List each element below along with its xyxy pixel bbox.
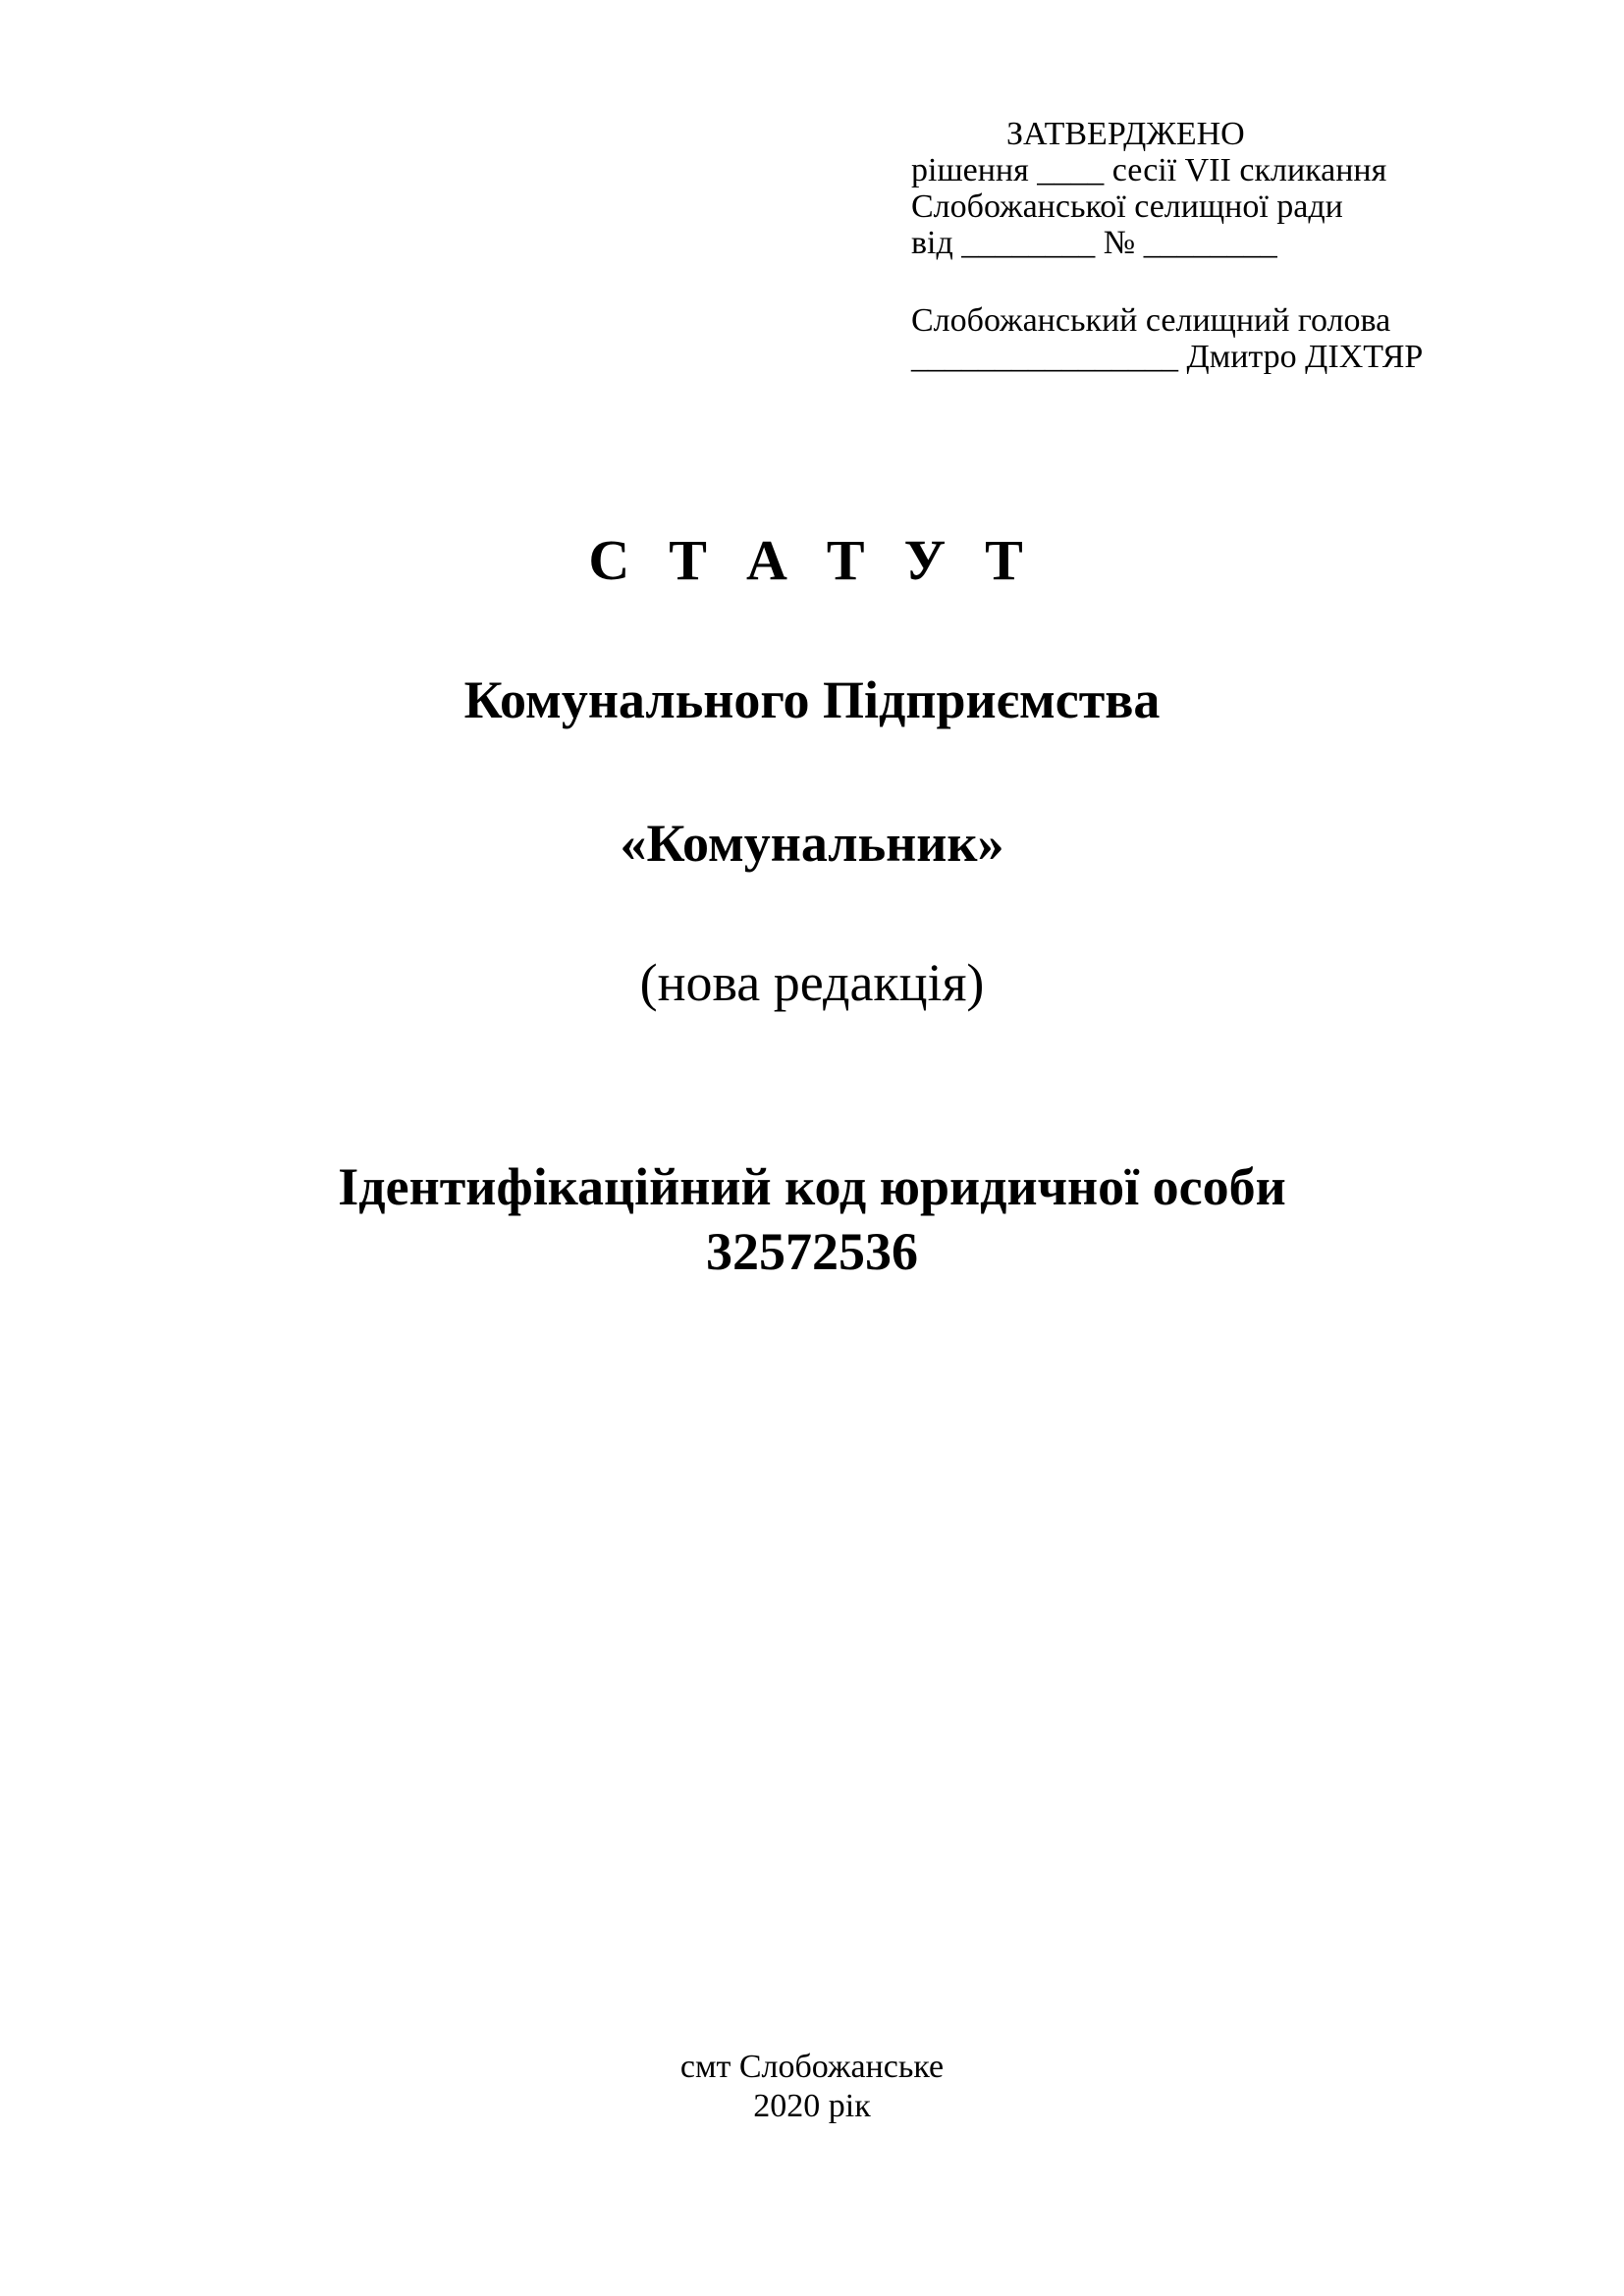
approval-block (911, 116, 1540, 375)
company-name: «Комунальник» (620, 814, 1004, 873)
approval-decision-line: рішення ____ сесії VII скликання (911, 152, 1387, 188)
approval-title: ЗАТВЕРДЖЕНО (1006, 116, 1245, 152)
identification-label: Ідентифікаційний код юридичної особи (338, 1157, 1286, 1216)
footer (0, 2048, 1624, 2126)
approval-date-number-line: від ________ № ________ (911, 225, 1277, 261)
approval-spacer (911, 261, 1540, 302)
document-subtitle: Комунального Підприємства (463, 670, 1161, 729)
document-title: С Т А Т У Т (588, 528, 1036, 592)
footer-place: смт Слобожанське (679, 2049, 945, 2085)
head-signature-line: ________________ Дмитро ДІХТЯР (911, 339, 1424, 375)
identification-block (0, 1154, 1624, 1284)
head-position: Слобожанський селищний голова (911, 302, 1391, 339)
approval-council-line: Слобожанської селищної ради (911, 188, 1343, 225)
footer-year: 2020 рік (753, 2088, 871, 2124)
identification-code: 32572536 (706, 1222, 918, 1281)
edition-note: (нова редакція) (639, 953, 985, 1012)
